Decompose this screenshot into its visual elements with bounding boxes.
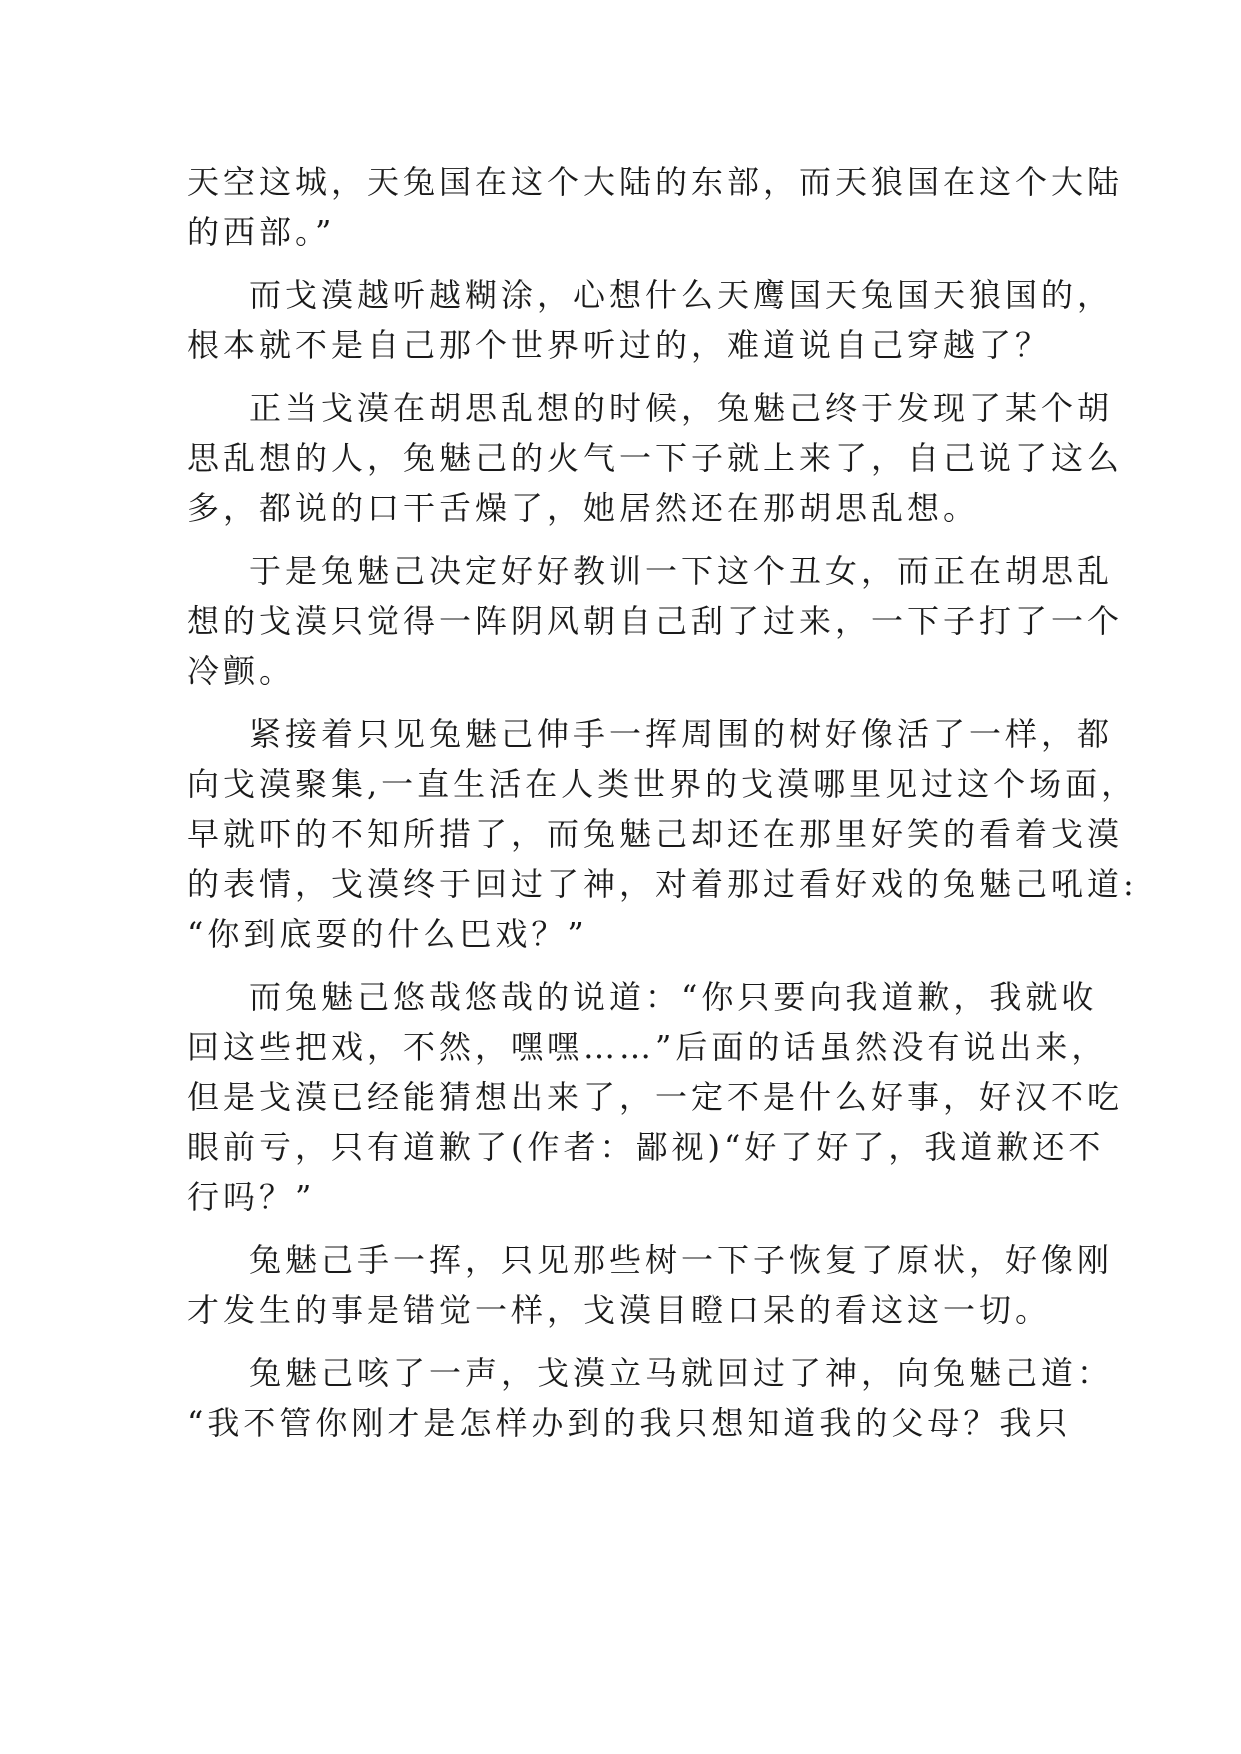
text-line: 而戈漠越听越糊涂，心想什么天鹰国天兔国天狼国的，	[249, 276, 1114, 314]
text-line: 紧接着只见兔魅己伸手一挥周围的树好像活了一样，都	[249, 715, 1114, 753]
text-line: 想的戈漠只觉得一阵阴风朝自己刮了过来，一下子打了一个	[187, 602, 1124, 640]
text-line: 冷颤。	[187, 652, 296, 690]
text-line: 但是戈漠已经能猜想出来了，一定不是什么好事，好汉不吃	[187, 1078, 1124, 1116]
text-line: 向戈漠聚集,一直生活在人类世界的戈漠哪里见过这个场面，	[187, 765, 1138, 803]
text-line: 兔魅己咳了一声，戈漠立马就回过了神，向兔魅己道：	[249, 1354, 1114, 1392]
text-line: 思乱想的人，兔魅己的火气一下子就上来了，自己说了这么	[187, 439, 1124, 477]
text-line: 回这些把戏，不然，嘿嘿……”后面的话虽然没有说出来，	[187, 1028, 1108, 1066]
text-line: 的西部。”	[187, 213, 336, 251]
text-line: 于是兔魅己决定好好教训一下这个丑女，而正在胡思乱	[249, 552, 1114, 590]
text-line: 才发生的事是错觉一样，戈漠目瞪口呆的看这这一切。	[187, 1291, 1052, 1329]
text-line: 而兔魅己悠哉悠哉的说道：“你只要向我道歉，我就收	[249, 978, 1098, 1016]
text-line: 早就吓的不知所措了，而兔魅己却还在那里好笑的看着戈漠	[187, 815, 1124, 853]
text-line: “我不管你刚才是怎样办到的我只想知道我的父母？我只	[187, 1404, 1072, 1442]
text-line: 天空这城，天兔国在这个大陆的东部，而天狼国在这个大陆	[187, 163, 1124, 201]
text-line: 兔魅己手一挥，只见那些树一下子恢复了原状，好像刚	[249, 1241, 1114, 1279]
text-line: 眼前亏，只有道歉了(作者：鄙视)“好了好了，我道歉还不	[187, 1128, 1105, 1166]
text-line: “你到底耍的什么巴戏？”	[187, 915, 588, 953]
text-line: 行吗？”	[187, 1178, 316, 1216]
text-line: 根本就不是自己那个世界听过的，难道说自己穿越了？	[187, 326, 1052, 364]
text-line: 正当戈漠在胡思乱想的时候，兔魅己终于发现了某个胡	[249, 389, 1114, 427]
text-line: 多，都说的口干舌燥了，她居然还在那胡思乱想。	[187, 489, 980, 527]
text-line: 的表情，戈漠终于回过了神，对着那过看好戏的兔魅己吼道:	[187, 865, 1138, 903]
